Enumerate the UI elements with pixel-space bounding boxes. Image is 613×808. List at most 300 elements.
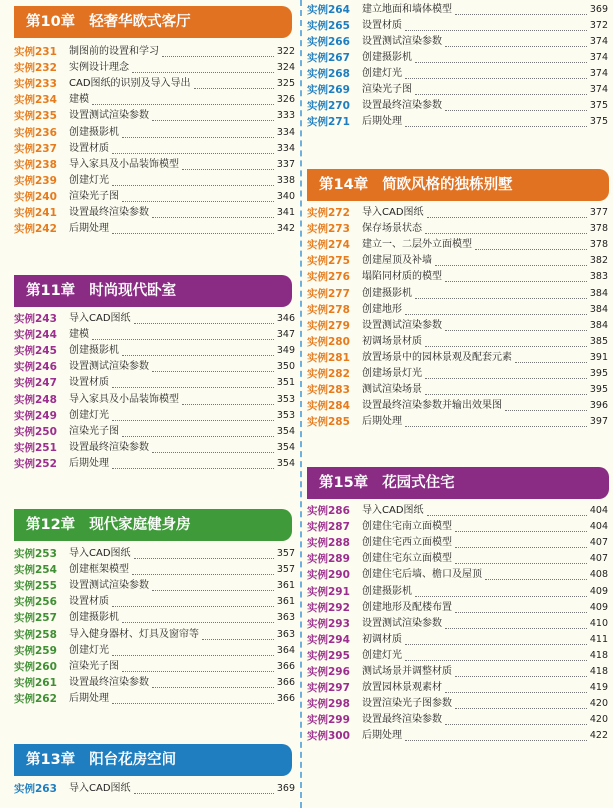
entry-prefix: 实例 — [307, 601, 328, 614]
entry-id: 300 — [328, 730, 350, 743]
entry-title: 测试场景并调整材质 — [362, 666, 452, 677]
entry-prefix: 实例 — [307, 649, 328, 662]
entry-title: 创建住宅后墙、檐口及屋顶 — [362, 569, 482, 581]
entry-page: 375 — [589, 116, 608, 128]
entry-id: 293 — [328, 617, 350, 630]
entry-page: 422 — [589, 730, 608, 742]
entry-page: 369 — [589, 3, 608, 15]
entry-prefix: 实例 — [307, 633, 328, 646]
entry-id: 246 — [35, 361, 57, 374]
entry-id: 244 — [35, 329, 57, 342]
entry-title: 建立一、二层外立面模型 — [362, 239, 472, 251]
entry-id: 253 — [35, 548, 57, 560]
toc-entry[interactable] — [307, 414, 608, 430]
entry-number — [307, 18, 350, 34]
entry-page: 354 — [276, 457, 295, 469]
leader-dots — [122, 606, 274, 623]
leader-dots — [162, 40, 274, 57]
leader-dots — [122, 420, 274, 437]
entry-id: 285 — [328, 416, 350, 429]
entry-number — [14, 643, 57, 659]
leader-dots — [405, 62, 587, 79]
entry-title: 创建灯光 — [362, 649, 402, 661]
entry-number — [14, 108, 57, 124]
entry-id: 299 — [328, 714, 350, 727]
leader-dots — [455, 531, 587, 548]
entry-prefix: 实例 — [307, 67, 328, 80]
entry-page: 418 — [589, 649, 608, 661]
entry-page: 354 — [276, 425, 295, 437]
entry-prefix: 实例 — [307, 569, 328, 582]
entry-number — [307, 66, 350, 82]
chapter-title: 时尚现代卧室 — [89, 283, 177, 299]
entry-prefix: 实例 — [307, 239, 328, 252]
entry-title: 保存场景状态 — [362, 223, 422, 235]
chapter-number: 第12章 — [26, 517, 76, 533]
leader-dots — [445, 314, 587, 331]
entry-title: 导入CAD图纸 — [362, 505, 424, 516]
entry-page: 363 — [276, 628, 295, 640]
chapter-title: 简欧风格的独栋别墅 — [382, 177, 513, 193]
entry-prefix: 实例 — [307, 730, 328, 743]
entry-id: 239 — [35, 174, 57, 187]
entry-page: 418 — [589, 666, 608, 677]
entry-page: 374 — [589, 67, 608, 79]
entry-title: 建模 — [69, 329, 89, 341]
entry-id: 267 — [328, 51, 350, 64]
entry-prefix: 实例 — [307, 287, 328, 300]
entry-number — [307, 567, 350, 583]
leader-dots — [132, 558, 274, 575]
entry-id: 231 — [35, 46, 57, 58]
entry-id: 262 — [35, 692, 57, 705]
entry-title: 初调场景材质 — [362, 335, 422, 347]
entry-page: 378 — [589, 223, 608, 235]
entry-number — [14, 546, 57, 562]
entry-prefix: 实例 — [14, 329, 35, 342]
leader-dots — [112, 169, 274, 186]
entry-id: 290 — [328, 569, 350, 582]
leader-dots — [455, 596, 587, 613]
entry-page: 408 — [589, 569, 608, 581]
chapter-header — [14, 744, 292, 776]
entry-title: 创建摄影机 — [69, 126, 119, 138]
leader-dots — [112, 590, 274, 607]
entry-id: 257 — [35, 612, 57, 625]
leader-dots — [194, 72, 274, 89]
entry-id: 236 — [35, 126, 57, 139]
entry-number — [307, 366, 350, 382]
entry-page: 326 — [276, 94, 295, 106]
entry-page: 374 — [589, 35, 608, 47]
leader-dots — [455, 660, 587, 677]
entry-title: 设置测试渲染参数 — [362, 319, 442, 331]
leader-dots — [134, 542, 274, 559]
entry-prefix: 实例 — [307, 223, 328, 236]
entry-title: 设置材质 — [69, 142, 109, 154]
entry-page: 353 — [276, 409, 295, 421]
entry-title: 导入健身器材、灯具及窗帘等 — [69, 628, 199, 640]
leader-dots — [415, 78, 587, 95]
entry-id: 247 — [35, 377, 57, 390]
leader-dots — [445, 676, 587, 693]
entry-page: 420 — [589, 714, 608, 726]
leader-dots — [112, 639, 274, 656]
entry-number — [14, 327, 57, 343]
leader-dots — [445, 30, 587, 47]
leader-dots — [415, 46, 587, 63]
leader-dots — [425, 330, 587, 347]
entry-page: 364 — [276, 644, 295, 656]
entry-prefix: 实例 — [14, 660, 35, 673]
entry-page: 338 — [276, 174, 295, 186]
entry-number — [14, 578, 57, 594]
leader-dots — [435, 249, 587, 266]
entry-id: 237 — [35, 142, 57, 155]
entry-number — [14, 141, 57, 157]
entry-number — [307, 253, 350, 269]
entry-number — [14, 157, 57, 173]
leader-dots — [152, 355, 274, 372]
entry-title: 渲染光子图 — [69, 660, 119, 672]
entry-title: 初调材质 — [362, 633, 402, 645]
entry-title: 创建摄影机 — [362, 51, 412, 63]
column-divider — [300, 0, 302, 808]
entry-page: 366 — [276, 676, 295, 688]
entry-title: 放置园林景观素材 — [362, 682, 442, 694]
entry-title: 制图前的设置和学习 — [69, 46, 159, 57]
entry-page: 384 — [589, 287, 608, 299]
entry-prefix: 实例 — [14, 783, 35, 795]
chapter-header — [14, 509, 292, 541]
entry-title: 设置渲染光子图参数 — [362, 698, 452, 710]
entry-page: 361 — [276, 596, 295, 608]
entry-id: 270 — [328, 100, 350, 113]
entry-prefix: 实例 — [14, 393, 35, 406]
chapter-title: 阳台花房空间 — [89, 752, 177, 768]
entry-page: 411 — [589, 633, 608, 645]
entry-number — [307, 221, 350, 237]
leader-dots — [112, 404, 274, 421]
entry-number — [307, 584, 350, 600]
entry-title: 设置最终渲染参数 — [69, 207, 149, 218]
leader-dots — [427, 499, 587, 516]
entry-page: 378 — [589, 239, 608, 251]
entry-number — [307, 712, 350, 728]
entry-title: 设置最终渲染参数并输出效果图 — [362, 400, 502, 412]
entry-id: 289 — [328, 553, 350, 566]
entry-prefix: 实例 — [14, 644, 35, 657]
entry-title: 导入家具及小品装饰模型 — [69, 393, 179, 405]
chapter-title: 现代家庭健身房 — [89, 517, 191, 533]
entry-prefix: 实例 — [14, 78, 35, 91]
leader-dots — [405, 644, 587, 661]
entry-number — [307, 519, 350, 535]
leader-dots — [455, 692, 587, 709]
chapter-number: 第14章 — [319, 177, 369, 193]
entry-prefix: 实例 — [14, 142, 35, 155]
chapter-header — [307, 467, 609, 499]
entry-prefix: 实例 — [307, 400, 328, 413]
entry-page: 357 — [276, 564, 295, 576]
entry-prefix: 实例 — [307, 271, 328, 284]
entry-page: 391 — [589, 351, 608, 363]
entry-title: 设置最终渲染参数 — [362, 100, 442, 112]
entry-id: 274 — [328, 239, 350, 252]
entry-page: 374 — [589, 84, 608, 95]
entry-page: 419 — [589, 682, 608, 694]
entry-id: 278 — [328, 303, 350, 316]
leader-dots — [415, 282, 587, 299]
entry-prefix: 实例 — [14, 207, 35, 219]
entry-prefix: 实例 — [14, 692, 35, 705]
entry-title: 设置材质 — [69, 377, 109, 389]
leader-dots — [92, 88, 274, 105]
entry-prefix: 实例 — [307, 585, 328, 598]
entry-id: 268 — [328, 67, 350, 80]
entry-page: 337 — [276, 158, 295, 170]
leader-dots — [122, 339, 274, 356]
leader-dots — [152, 104, 274, 121]
leader-dots — [425, 217, 587, 234]
entry-number — [307, 648, 350, 664]
entry-title: 创建摄影机 — [69, 345, 119, 357]
entry-title: 后期处理 — [362, 730, 402, 742]
entry-title: 创建住宅西立面模型 — [362, 537, 452, 549]
entry-number — [14, 659, 57, 675]
chapter-number: 第13章 — [26, 752, 76, 768]
entry-title: 渲染光子图 — [362, 84, 412, 95]
leader-dots — [505, 394, 587, 411]
entry-id: 277 — [328, 287, 350, 300]
toc-entry[interactable] — [14, 781, 295, 797]
entry-prefix: 实例 — [307, 505, 328, 517]
entry-number — [307, 503, 350, 519]
entry-prefix: 实例 — [14, 676, 35, 689]
toc-entry[interactable] — [14, 221, 295, 237]
leader-dots — [92, 323, 274, 340]
leader-dots — [445, 708, 587, 725]
entry-number — [307, 50, 350, 66]
entry-title: 后期处理 — [69, 223, 109, 235]
entry-title: 实例设计理念 — [69, 62, 129, 74]
entry-prefix: 实例 — [14, 441, 35, 454]
entry-prefix: 实例 — [14, 409, 35, 422]
entry-page: 341 — [276, 207, 295, 218]
entry-page: 404 — [589, 505, 608, 516]
entry-prefix: 实例 — [14, 457, 35, 470]
entry-page: 384 — [589, 319, 608, 331]
entry-prefix: 实例 — [307, 19, 328, 32]
entry-page: 334 — [276, 126, 295, 138]
entry-prefix: 实例 — [307, 666, 328, 678]
entry-prefix: 实例 — [307, 51, 328, 64]
entry-page: 410 — [589, 617, 608, 629]
chapter-number: 第11章 — [26, 283, 76, 299]
entry-title: 建立地面和墙体模型 — [362, 3, 452, 15]
entry-prefix: 实例 — [14, 596, 35, 609]
entry-title: 创建地形 — [362, 303, 402, 315]
entry-id: 286 — [328, 505, 350, 517]
entry-number — [307, 680, 350, 696]
leader-dots — [405, 14, 587, 31]
leader-dots — [122, 655, 274, 672]
entry-number — [307, 616, 350, 632]
entry-id: 252 — [35, 457, 57, 470]
entry-title: 设置材质 — [362, 19, 402, 31]
entry-id: 258 — [35, 628, 57, 641]
leader-dots — [152, 201, 274, 218]
leader-dots — [152, 671, 274, 688]
entry-id: 241 — [35, 207, 57, 219]
entry-page: 396 — [589, 400, 608, 412]
entry-page: 369 — [276, 783, 295, 794]
entry-id: 248 — [35, 393, 57, 406]
chapter-number: 第10章 — [26, 14, 76, 30]
entry-id: 265 — [328, 19, 350, 32]
entry-page: 363 — [276, 612, 295, 624]
toc-entry[interactable] — [14, 691, 295, 707]
leader-dots — [132, 56, 274, 73]
entry-number — [307, 728, 350, 744]
chapter-title: 轻奢华欧式客厅 — [89, 14, 191, 30]
leader-dots — [485, 563, 587, 580]
leader-dots — [112, 452, 274, 469]
entry-prefix: 实例 — [307, 368, 328, 380]
entry-id: 288 — [328, 537, 350, 550]
entry-title: 放置场景中的园林景观及配套元素 — [362, 351, 512, 363]
entry-title: 导入CAD图纸 — [69, 313, 131, 324]
leader-dots — [202, 623, 274, 640]
entry-page: 366 — [276, 692, 295, 704]
leader-dots — [455, 515, 587, 532]
entry-title: 后期处理 — [69, 457, 109, 469]
entry-page: 377 — [589, 207, 608, 218]
entry-prefix: 实例 — [307, 84, 328, 96]
leader-dots — [122, 121, 274, 138]
toc-entry[interactable] — [14, 456, 295, 472]
entry-title: 导入家具及小品装饰模型 — [69, 158, 179, 170]
entry-page: 366 — [276, 660, 295, 672]
entry-number — [14, 221, 57, 237]
entry-number — [307, 664, 350, 680]
entry-title: 设置测试渲染参数 — [69, 580, 149, 592]
entry-number — [307, 302, 350, 318]
entry-prefix: 实例 — [14, 580, 35, 593]
entry-number — [14, 675, 57, 691]
entry-number — [14, 610, 57, 626]
entry-title: 创建灯光 — [362, 67, 402, 79]
entry-title: 设置最终渲染参数 — [69, 441, 149, 453]
entry-number — [14, 456, 57, 472]
entry-id: 256 — [35, 596, 57, 609]
entry-prefix: 实例 — [307, 617, 328, 630]
entry-number — [14, 627, 57, 643]
entry-id: 280 — [328, 335, 350, 348]
entry-id: 261 — [35, 676, 57, 689]
entry-title: 后期处理 — [362, 416, 402, 428]
entry-prefix: 实例 — [14, 223, 35, 236]
entry-number — [14, 173, 57, 189]
leader-dots — [182, 153, 274, 170]
entry-page: 334 — [276, 142, 295, 154]
entry-title: 创建摄影机 — [69, 612, 119, 624]
entry-page: 333 — [276, 110, 295, 122]
entry-id: 233 — [35, 78, 57, 91]
leader-dots — [152, 574, 274, 591]
entry-prefix: 实例 — [14, 425, 35, 438]
entry-page: 395 — [589, 384, 608, 396]
entry-title: 创建框架模型 — [69, 564, 129, 576]
entry-page: 347 — [276, 329, 295, 341]
entry-prefix: 实例 — [14, 628, 35, 641]
leader-dots — [455, 547, 587, 564]
entry-prefix: 实例 — [307, 35, 328, 48]
entry-id: 243 — [35, 313, 57, 325]
leader-dots — [475, 233, 587, 250]
entry-number — [14, 424, 57, 440]
entry-id: 254 — [35, 564, 57, 577]
entry-page: 407 — [589, 537, 608, 549]
entry-title: 创建灯光 — [69, 409, 109, 421]
entry-title: 设置最终渲染参数 — [69, 676, 149, 688]
entry-page: 351 — [276, 377, 295, 389]
leader-dots — [445, 612, 587, 629]
entry-page: 349 — [276, 345, 295, 357]
entry-id: 291 — [328, 585, 350, 598]
entry-id: 238 — [35, 158, 57, 171]
entry-prefix: 实例 — [14, 110, 35, 123]
toc-entry[interactable] — [307, 728, 608, 744]
entry-id: 271 — [328, 116, 350, 129]
entry-page: 383 — [589, 271, 608, 283]
entry-id: 249 — [35, 409, 57, 422]
entry-prefix: 实例 — [14, 564, 35, 577]
entry-id: 255 — [35, 580, 57, 593]
leader-dots — [152, 436, 274, 453]
entry-title: 创建屋顶及补墙 — [362, 255, 432, 267]
entry-number — [307, 551, 350, 567]
entry-title: 设置最终渲染参数 — [362, 714, 442, 726]
entry-page: 324 — [276, 62, 295, 74]
leader-dots — [455, 0, 587, 15]
entry-number — [307, 269, 350, 285]
toc-entry[interactable] — [307, 114, 608, 130]
entry-id: 272 — [328, 207, 350, 219]
entry-id: 235 — [35, 110, 57, 123]
leader-dots — [134, 777, 274, 794]
entry-number — [14, 76, 57, 92]
entry-title: 创建灯光 — [69, 644, 109, 656]
entry-title: 建模 — [69, 94, 89, 106]
entry-title: 创建地形及配楼布置 — [362, 601, 452, 613]
entry-prefix: 实例 — [307, 335, 328, 348]
chapter-number: 第15章 — [319, 475, 369, 491]
entry-id: 296 — [328, 666, 350, 678]
entry-number — [307, 398, 350, 414]
entry-id: 263 — [35, 783, 57, 795]
entry-id: 298 — [328, 698, 350, 711]
entry-prefix: 实例 — [14, 345, 35, 358]
entry-number — [14, 562, 57, 578]
chapter-header — [307, 169, 609, 201]
entry-title: 设置测试渲染参数 — [69, 361, 149, 373]
entry-page: 354 — [276, 441, 295, 453]
entry-page: 407 — [589, 553, 608, 565]
entry-title: 设置材质 — [69, 596, 109, 608]
entry-title: 设置测试渲染参数 — [362, 617, 442, 629]
entry-id: 279 — [328, 319, 350, 332]
